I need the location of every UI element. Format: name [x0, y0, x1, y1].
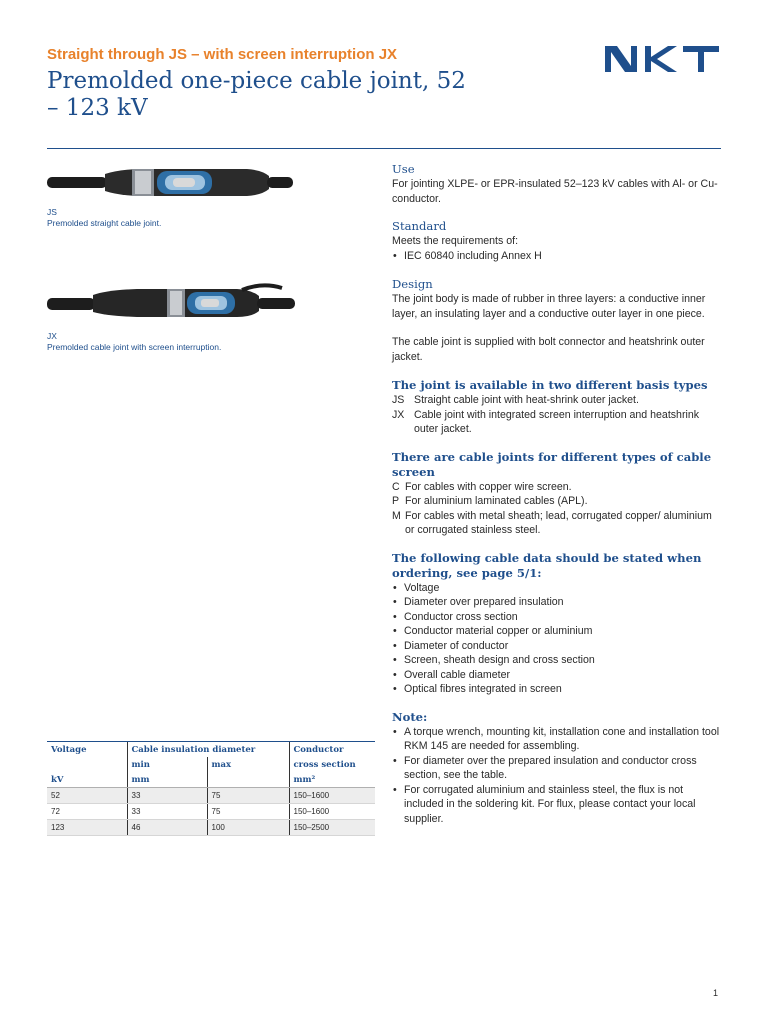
jx-image-caption: Premolded cable joint with screen interruption.	[47, 342, 222, 352]
screen-code: C	[392, 480, 400, 493]
screen-code: P	[392, 495, 400, 507]
use-text: For jointing XLPE- or EPR-insulated 52–123 kV cables with Al- or Cu-conductor.	[392, 178, 718, 205]
cell-kv: 72	[47, 804, 127, 820]
screen-text: For cables with copper wire screen.	[405, 480, 572, 493]
table-row	[47, 788, 375, 804]
types-heading: The joint is available in two different basis types	[392, 378, 708, 392]
cell-kv: 52	[47, 788, 127, 804]
list-item: • Conductor cross section	[392, 610, 722, 625]
list-item: • Overall cable diameter	[392, 668, 722, 683]
col-conductor-header: Conductor	[289, 742, 375, 758]
screens-heading: There are cable joints for different types of cable screen	[392, 449, 712, 479]
type-text: Straight cable joint with heat-shrink outer jacket.	[414, 394, 639, 406]
list-item	[392, 408, 722, 437]
cell-max: 75	[207, 804, 289, 820]
list-item: • For diameter over the prepared insulation and conductor cross section, see the table.	[392, 754, 722, 783]
cell-min: 33	[127, 804, 207, 820]
spec-table	[47, 741, 375, 836]
unit-kv: kV	[47, 772, 127, 788]
list-item	[392, 509, 722, 538]
screen-code: M	[392, 509, 401, 522]
js-joint-image	[47, 160, 297, 205]
cell-section: 150–1600	[289, 788, 375, 804]
cell-kv: 123	[47, 820, 127, 836]
list-item: • Conductor material copper or aluminium	[392, 624, 722, 639]
cell-section: 150–1600	[289, 804, 375, 820]
unit-mm: mm	[127, 772, 207, 788]
cell-min: 33	[127, 788, 207, 804]
list-item: • Diameter of conductor	[392, 639, 722, 654]
page-title: Premolded one-piece cable joint, 52 – 123 kV	[47, 68, 466, 121]
col-max-header: max	[207, 757, 289, 772]
note-list	[392, 725, 722, 827]
list-item: • IEC 60840 including Annex H	[392, 249, 722, 264]
use-heading: Use	[392, 162, 415, 176]
type-text: Cable joint with integrated screen interruption and heatshrink outer jacket.	[414, 408, 700, 435]
page-number: 1	[713, 988, 719, 998]
list-item	[392, 480, 722, 495]
list-item: • A torque wrench, mounting kit, installation cone and installation tool RKM 145 are needed for assembling.	[392, 725, 722, 754]
right-column	[392, 162, 722, 826]
col-conductor-header-2: cross section	[289, 757, 375, 772]
list-item: • Diameter over prepared insulation	[392, 595, 722, 610]
ordering-list	[392, 581, 722, 697]
list-item: • For corrugated aluminium and stainless steel, the flux is not included in the soldering kit. For flux, please contact your local supplier.	[392, 783, 722, 827]
cell-max: 100	[207, 820, 289, 836]
table-row	[47, 820, 375, 836]
col-insulation-header: Cable insulation diameter	[127, 742, 289, 758]
jx-joint-image	[47, 280, 297, 326]
list-item: • Screen, sheath design and cross section	[392, 653, 722, 668]
screen-text: For aluminium laminated cables (APL).	[405, 495, 588, 507]
cell-section: 150–2500	[289, 820, 375, 836]
js-image-code: JS	[47, 207, 57, 217]
col-voltage-header: Voltage	[47, 742, 127, 758]
nkt-logo	[605, 44, 721, 74]
js-image-caption: Premolded straight cable joint.	[47, 218, 162, 228]
jx-image-code: JX	[47, 331, 57, 341]
col-min-header: min	[127, 757, 207, 772]
screen-text: For cables with metal sheath; lead, corrugated copper/ aluminium or corrugated stainless steel.	[405, 509, 712, 536]
list-item: • Optical fibres integrated in screen	[392, 682, 722, 697]
unit-mm2: mm²	[289, 772, 375, 788]
list-item	[392, 494, 722, 509]
header-rule	[47, 148, 721, 149]
page-kicker: Straight through JS – with screen interruption JX	[47, 46, 398, 63]
standard-list	[392, 249, 722, 264]
cell-min: 46	[127, 820, 207, 836]
list-item: • Voltage	[392, 581, 722, 596]
note-heading: Note:	[392, 709, 428, 724]
design-text-2: The cable joint is supplied with bolt connector and heatshrink outer jacket.	[392, 336, 705, 363]
ordering-heading: The following cable data should be stated when ordering, see page 5/1:	[392, 550, 702, 580]
type-code: JX	[392, 408, 405, 421]
design-text-1: The joint body is made of rubber in three layers: a conductive inner layer, an insulating layer and a conductive outer layer in one piece.	[392, 293, 706, 320]
list-item	[392, 393, 722, 408]
standard-intro: Meets the requirements of:	[392, 235, 519, 247]
standard-heading: Standard	[392, 219, 447, 233]
design-heading: Design	[392, 277, 433, 291]
table-row	[47, 804, 375, 820]
cell-max: 75	[207, 788, 289, 804]
type-code: JS	[392, 394, 405, 406]
